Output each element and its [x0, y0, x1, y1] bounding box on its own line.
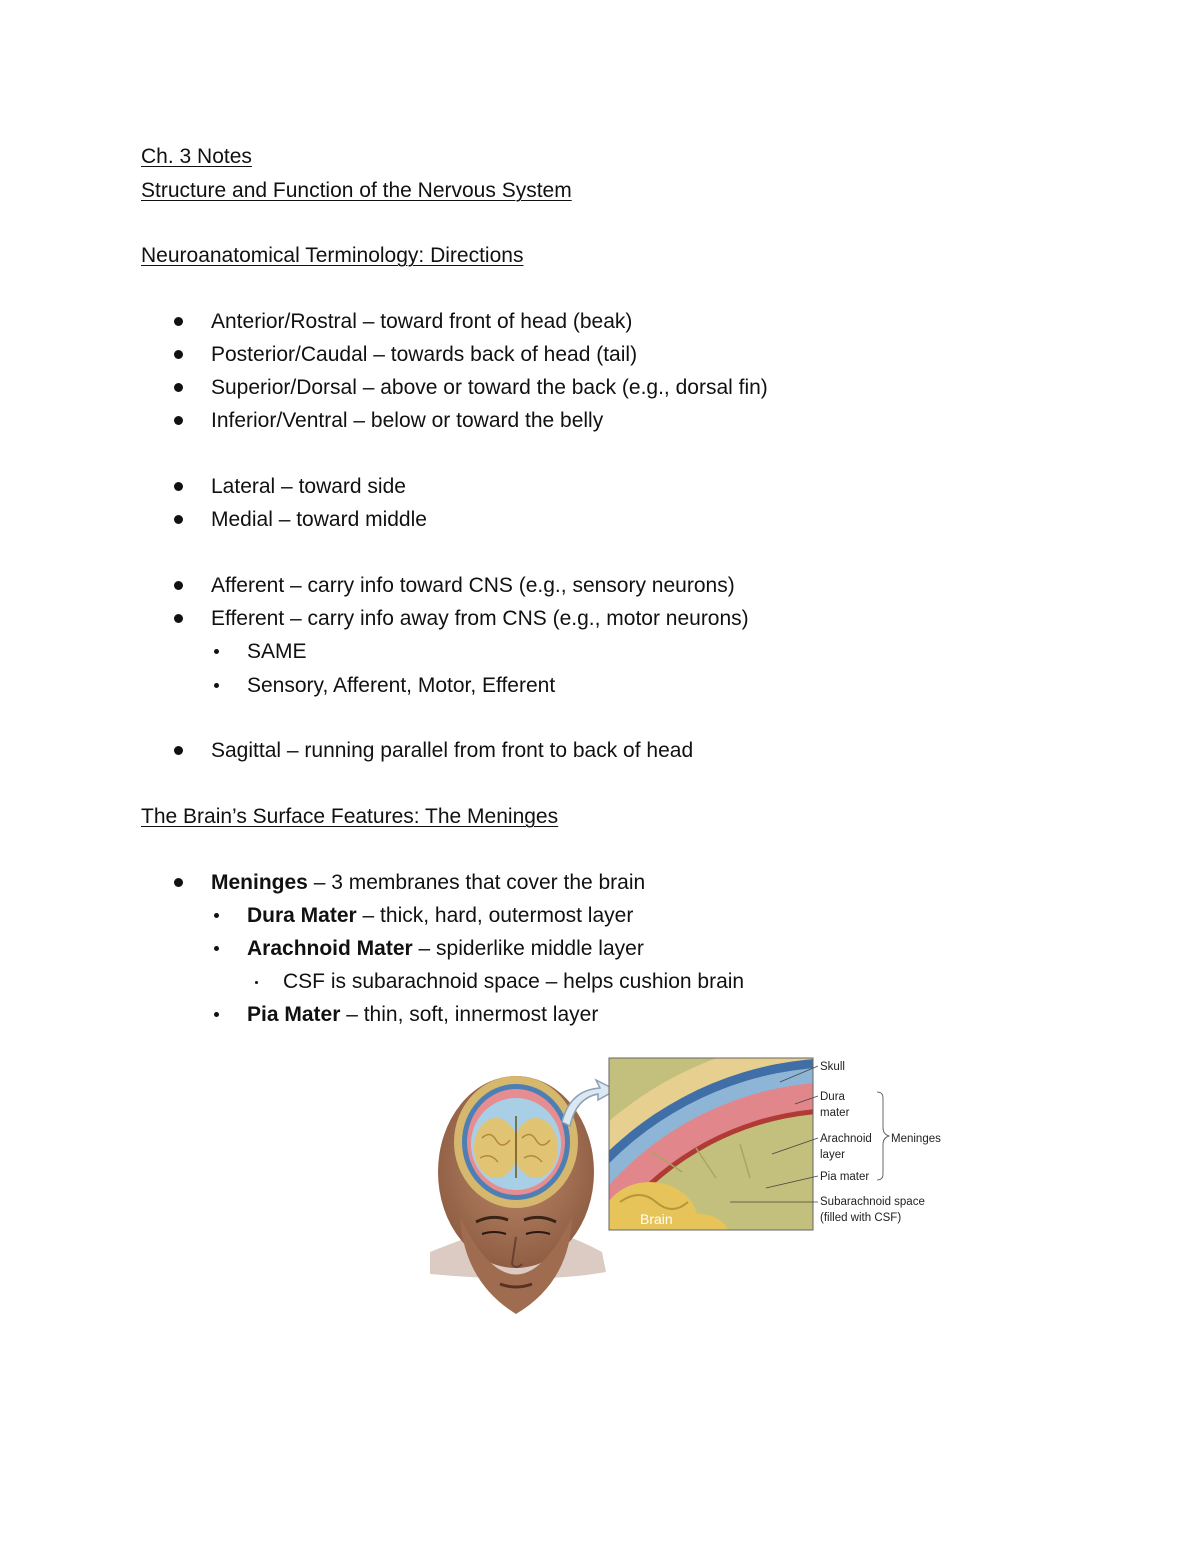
sub-bullet-icon — [214, 649, 219, 654]
label-subarachnoid-2: (filled with CSF) — [820, 1212, 902, 1224]
list-item: Inferior/Ventral – below or toward the belly — [211, 409, 604, 432]
sub-sub-bullet-icon — [255, 981, 258, 984]
head-illustration — [430, 1076, 606, 1314]
label-dura-2: mater — [820, 1107, 850, 1119]
bullet-icon — [174, 746, 183, 755]
label-arachnoid-2: layer — [820, 1149, 845, 1161]
brain-label: Brain — [640, 1211, 673, 1227]
list-item: Lateral – toward side — [211, 475, 406, 498]
label-meninges: Meninges — [891, 1133, 941, 1145]
sub-sub-list-item: CSF is subarachnoid space – helps cushion brain — [283, 970, 745, 993]
label-dura-1: Dura — [820, 1091, 845, 1103]
sub-bullet-icon — [214, 683, 219, 688]
bullet-icon — [174, 416, 183, 425]
section-heading-meninges: The Brain’s Surface Features: The Meninges — [141, 805, 559, 828]
sub-list-item: Sensory, Afferent, Motor, Efferent — [247, 674, 556, 697]
list-item: Superior/Dorsal – above or toward the back (e.g., dorsal fin) — [211, 376, 768, 399]
list-item: Meninges – 3 membranes that cover the brain — [211, 871, 646, 894]
arrow-icon — [562, 1080, 616, 1126]
bullet-icon — [174, 614, 183, 623]
section-heading-directions: Neuroanatomical Terminology: Directions — [141, 244, 524, 267]
list-item: Medial – toward middle — [211, 508, 427, 531]
sub-list-item: Dura Mater – thick, hard, outermost layer — [247, 904, 634, 927]
label-subarachnoid-1: Subarachnoid space — [820, 1196, 925, 1208]
bullet-icon — [174, 515, 183, 524]
list-item: Posterior/Caudal – towards back of head (tail) — [211, 343, 638, 366]
list-item: Sagittal – running parallel from front to back of head — [211, 739, 694, 762]
sub-list-item: SAME — [247, 640, 307, 663]
bullet-icon — [174, 482, 183, 491]
label-skull: Skull — [820, 1061, 845, 1073]
label-arachnoid-1: Arachnoid — [820, 1133, 872, 1145]
chapter-title: Ch. 3 Notes — [141, 145, 252, 168]
list-item: Afferent – carry info toward CNS (e.g., sensory neurons) — [211, 574, 735, 597]
bullet-icon — [174, 581, 183, 590]
page-title: Structure and Function of the Nervous System — [141, 179, 572, 202]
sub-list-item: Arachnoid Mater – spiderlike middle layer — [247, 937, 644, 960]
sub-bullet-icon — [214, 913, 219, 918]
label-pia: Pia mater — [820, 1171, 870, 1183]
meninges-figure — [420, 1052, 980, 1332]
sub-bullet-icon — [214, 946, 219, 951]
bullet-icon — [174, 383, 183, 392]
bullet-icon — [174, 350, 183, 359]
sub-bullet-icon — [214, 1012, 219, 1017]
bullet-icon — [174, 317, 183, 326]
list-item: Anterior/Rostral – toward front of head (beak) — [211, 310, 633, 333]
bullet-icon — [174, 878, 183, 887]
list-item: Efferent – carry info away from CNS (e.g., motor neurons) — [211, 607, 749, 630]
sub-list-item: Pia Mater – thin, soft, innermost layer — [247, 1003, 599, 1026]
